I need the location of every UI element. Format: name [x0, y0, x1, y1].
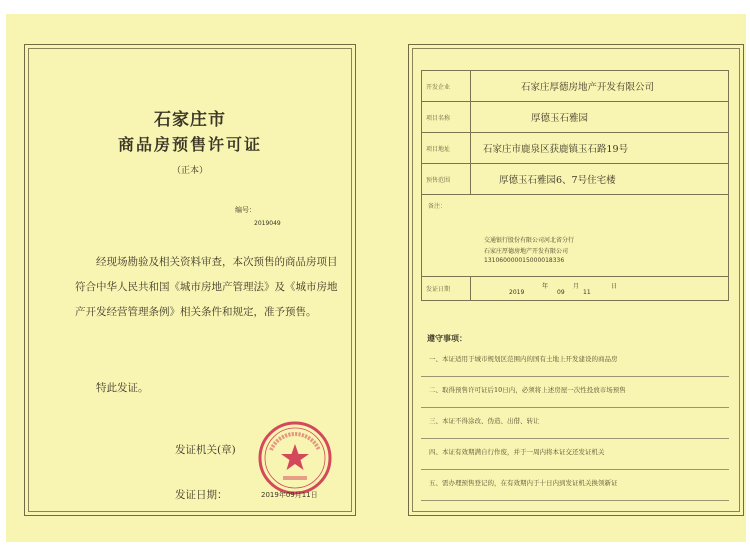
project-address-label: 项目地址 [422, 133, 471, 164]
rule-text: 四、本证有效期满自行作废，并于一周内将本证交还发证机关 [429, 448, 605, 456]
seal-star [281, 444, 309, 470]
notes-label: 备注： [428, 203, 447, 210]
closing-text: 特此发证。 [96, 382, 149, 394]
developer-label: 开发企业 [422, 71, 471, 102]
date-year-unit: 年 [542, 283, 549, 290]
date-month-unit: 月 [573, 283, 580, 290]
table-row [422, 164, 729, 195]
project-address-value: 石家庄市鹿泉区获鹿镇玉石路19号 [471, 133, 729, 164]
notes-account: 131060000015000018336 [484, 257, 565, 264]
rule-item [421, 345, 729, 377]
date-day-unit: 日 [611, 283, 618, 290]
notes-cell [422, 195, 729, 277]
rule-text: 五、需办理预售登记的，在有效期内于十日内到发证机关换领新证 [429, 479, 618, 487]
edition-label: （正本） [171, 166, 208, 176]
right-panel [408, 44, 744, 516]
certificate-sheet [6, 14, 746, 542]
certificate-title: 商品房预售许可证 [117, 135, 262, 154]
presale-scope-label: 预售范围 [422, 164, 471, 195]
issue-date-label: 发证日期： [175, 489, 228, 501]
date-label: 发证日期 [422, 277, 471, 301]
rule-text: 三、本证不得涂改、伪造、出借、转让 [429, 417, 540, 425]
project-info-table [421, 70, 729, 301]
table-row [422, 71, 729, 102]
date-month: 09 [557, 289, 565, 296]
rule-item [421, 376, 729, 408]
presale-scope-value: 厚德玉石雅园6、7号住宅楼 [471, 164, 729, 195]
developer-value: 石家庄厚德房地产开发有限公司 [471, 71, 729, 102]
table-row [422, 277, 729, 301]
date-value-cell [471, 277, 729, 301]
rule-text: 一、本证适用于城市规划区范围内的国有土地上开发建设的商品房 [429, 355, 618, 363]
seal-bottom-lettering [283, 476, 307, 480]
serial-number: 2019049 [254, 220, 281, 227]
project-name-value: 厚德玉石雅园 [471, 102, 729, 133]
date-day: 11 [583, 289, 591, 296]
left-panel [24, 44, 356, 516]
rule-item [421, 469, 729, 501]
table-row [422, 102, 729, 133]
certificate-body: 经现场勘验及相关资料审查，本次预售的商品房项目符合中华人民共和国《城市房地产管理法》及《城市房地产开发经营管理条例》相关条件和规定，准予预售。 [75, 256, 338, 318]
certificate-title-city: 石家庄市 [154, 110, 226, 130]
serial-label: 编号： [235, 206, 256, 214]
table-row [422, 133, 729, 164]
rule-text: 二、取得预售许可证后10日内，必须将上述房屋一次性投放市场预售 [429, 386, 626, 394]
notes-bank: 交通银行股份有限公司河北省分行 [484, 237, 575, 244]
issuer-label: 发证机关(章) [175, 444, 236, 456]
table-row [422, 195, 729, 277]
issue-date-value: 2019年09月11日 [261, 491, 318, 499]
official-seal-icon [257, 420, 333, 496]
project-name-label: 项目名称 [422, 102, 471, 133]
notes-company: 石家庄厚德房地产开发有限公司 [484, 248, 569, 255]
rule-item [421, 407, 729, 439]
rule-item [421, 438, 729, 470]
rules-title: 遵守事项： [427, 333, 467, 343]
date-year: 2019 [509, 289, 525, 296]
